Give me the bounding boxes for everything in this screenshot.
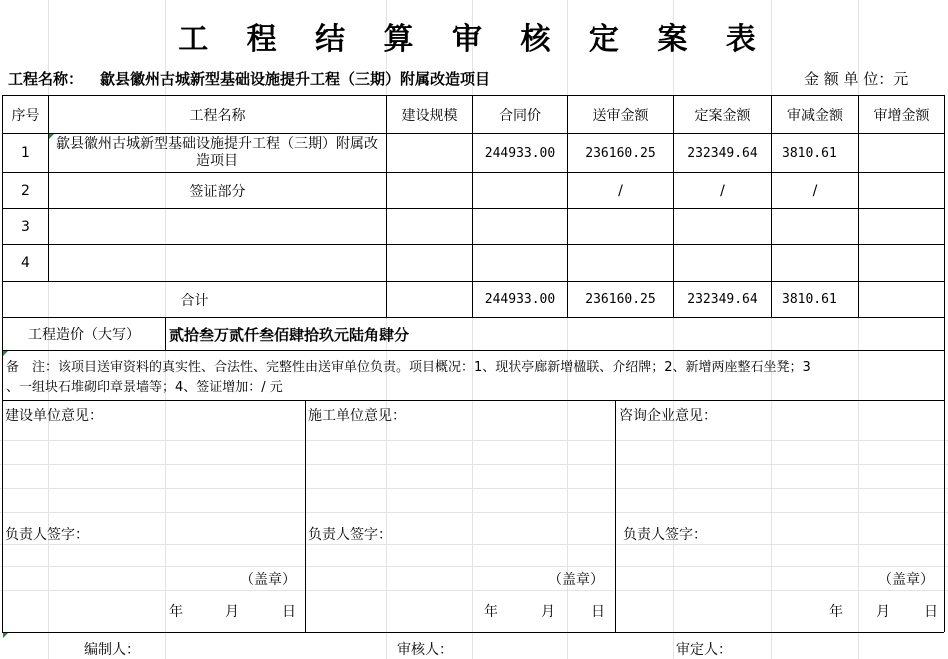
seal-label: （盖章） [548, 572, 604, 588]
signature-label: 负责人签字： [5, 527, 89, 543]
header-final-amount: 定案金额 [694, 107, 751, 124]
remark-line-1: 备 注：该项目送审资料的真实性、合法性、完整性由送审单位负责。项目概况：1、现状亭廊新增楹联、介绍牌；2、新增两座整石坐凳；3 [6, 360, 811, 375]
seal-label: （盖章） [878, 572, 934, 588]
approver-label: 审定人： [676, 642, 732, 658]
row-final-amount: / [720, 182, 725, 199]
header-contract-price: 合同价 [499, 107, 541, 124]
row-project-name: 歙县徽州古城新型基础设施提升工程（三期）附属改造项目 [56, 136, 378, 169]
total-final-amount: 232349.64 [687, 292, 758, 307]
row-scale [387, 134, 472, 172]
document-title: 工 程 结 算 审 核 定 案 表 [178, 22, 770, 57]
row-increased-amount [859, 173, 944, 208]
header-project-name: 工程名称 [189, 107, 246, 124]
row-final-amount: 232349.64 [687, 145, 758, 161]
seal-label: （盖章） [240, 572, 296, 588]
row-index: 4 [21, 255, 30, 271]
opinion-title: 施工单位意见： [308, 408, 406, 424]
project-name-label: 工程名称： [8, 70, 84, 88]
header-increased-amount: 审增金额 [873, 107, 930, 124]
date-month: 月 [876, 604, 890, 620]
header-index: 序号 [11, 107, 40, 124]
header-reduced-amount: 审减金额 [787, 107, 843, 124]
date-month: 月 [541, 604, 555, 620]
date-year: 年 [484, 604, 498, 620]
signature-label: 负责人签字： [623, 527, 707, 543]
signature-label: 负责人签字： [308, 527, 392, 543]
header-submitted-amount: 送审金额 [592, 107, 649, 124]
project-name-value: 歙县徽州古城新型基础设施提升工程（三期）附属改造项目 [100, 70, 491, 88]
date-day: 日 [591, 604, 605, 620]
row-reduced-amount: / [812, 182, 818, 199]
row-increased-amount [859, 134, 944, 172]
remark-line-2: 、一组块石堆砌印章景墙等；4、签证增加：/ 元 [6, 380, 283, 395]
date-day: 日 [924, 604, 938, 620]
date-year: 年 [829, 604, 843, 620]
row-scale [387, 173, 472, 208]
row-submitted-amount: 236160.25 [585, 145, 656, 161]
header-scale: 建设规模 [401, 107, 458, 124]
total-submitted-amount: 236160.25 [585, 292, 656, 307]
opinion-title: 咨询企业意见： [619, 408, 717, 424]
opinion-title: 建设单位意见： [5, 408, 103, 424]
row-project-name: 签证部分 [189, 183, 246, 200]
date-month: 月 [225, 604, 239, 620]
date-year: 年 [169, 604, 183, 620]
row-contract-price [473, 173, 567, 208]
cost-capital-label: 工程造价（大写） [28, 327, 140, 343]
cost-capital-value: 贰拾叁万贰仟叁佰肆拾玖元陆角肆分 [169, 325, 410, 344]
compiler-label: 编制人： [84, 642, 140, 658]
row-index: 1 [21, 145, 30, 161]
row-index: 3 [21, 218, 30, 235]
total-label: 合计 [180, 292, 209, 309]
row-reduced-amount: 3810.61 [782, 145, 837, 161]
total-contract-price: 244933.00 [484, 292, 556, 307]
reviewer-label: 审核人： [397, 642, 453, 658]
row-contract-price: 244933.00 [484, 145, 556, 161]
row-index: 2 [21, 182, 30, 199]
row-submitted-amount: / [618, 182, 623, 199]
amount-unit: 金 额 单 位：元 [804, 70, 909, 88]
total-reduced-amount: 3810.61 [782, 292, 837, 307]
date-day: 日 [282, 604, 296, 620]
